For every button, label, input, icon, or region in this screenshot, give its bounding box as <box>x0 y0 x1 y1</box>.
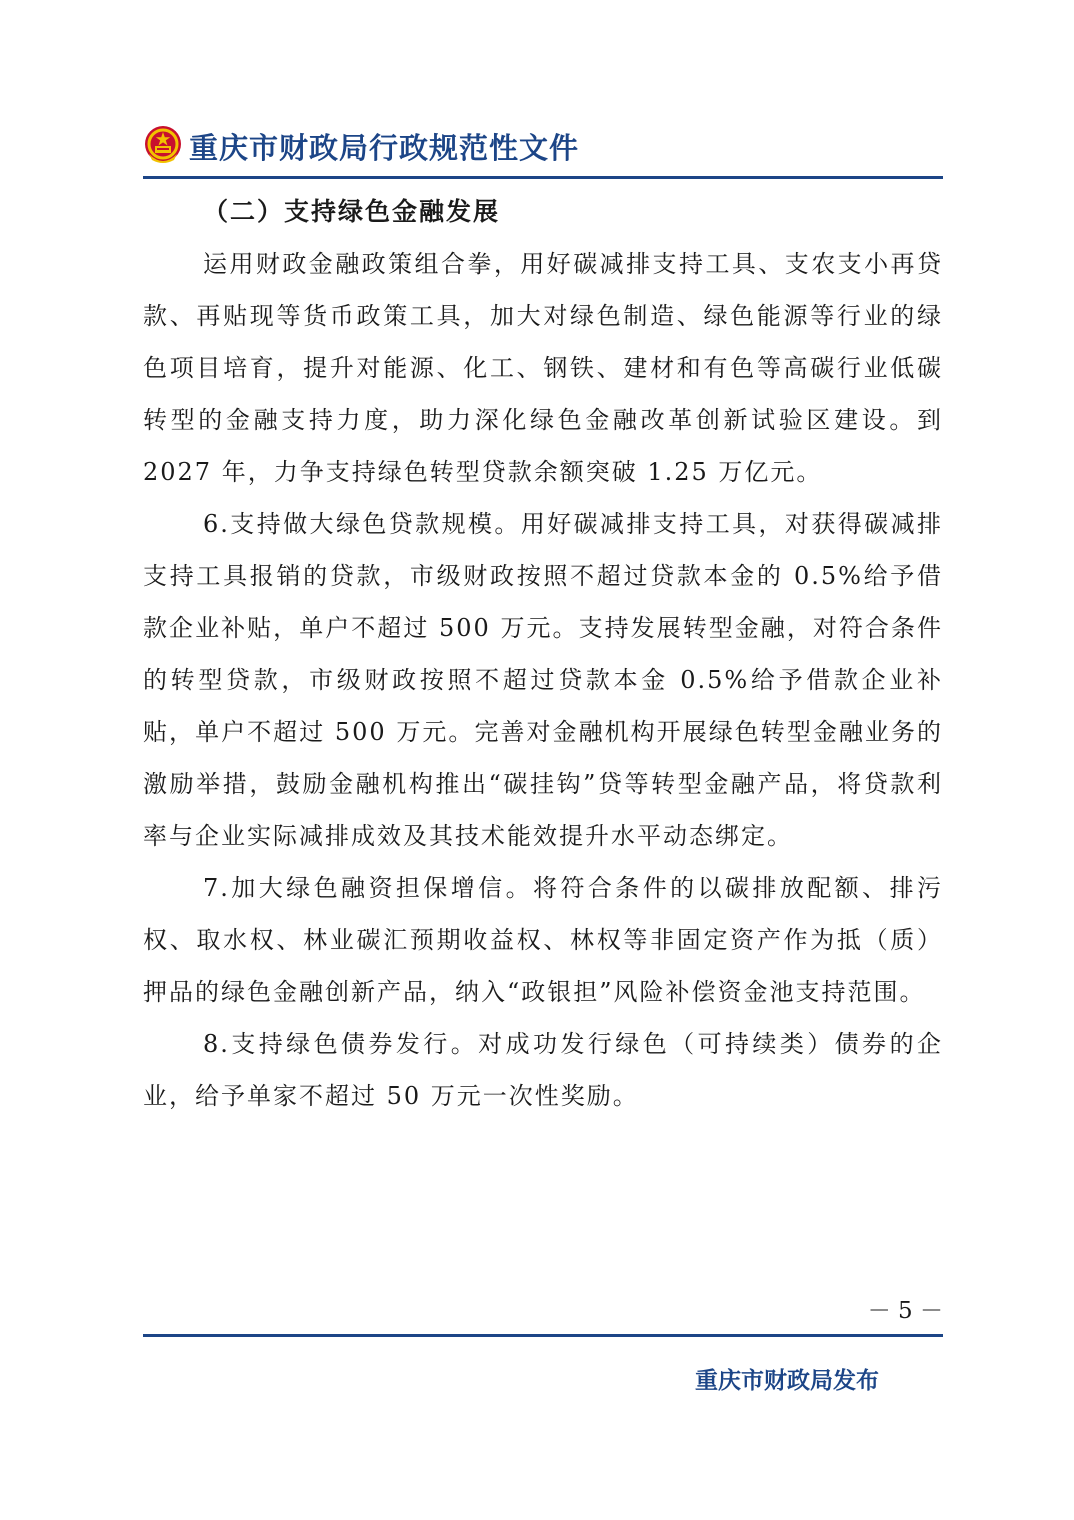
item-paragraph: 7.加大绿色融资担保增信。将符合条件的以碳排放配额、排污权、取水权、林业碳汇预期收益权、林权等非固定资产作为抵（质）押品的绿色金融创新产品，纳入“政银担”风险补偿资金池支持范围。 <box>143 874 943 1006</box>
document-series-title: 重庆市财政局行政规范性文件 <box>189 131 580 165</box>
document-body <box>143 186 943 1122</box>
national-emblem-icon <box>143 124 183 166</box>
header-divider <box>143 176 943 179</box>
document-header <box>143 118 943 178</box>
publisher-label: 重庆市财政局发布 <box>695 1368 879 1394</box>
section-intro-paragraph: 运用财政金融政策组合拳，用好碳减排支持工具、支农支小再贷款、再贴现等货币政策工具，加大对绿色制造、绿色能源等行业的绿色项目培育，提升对能源、化工、钢铁、建材和有色等高碳行业低碳转型的金融支持力度，助力深化绿色金融改革创新试验区建设。到 2027 年，力争支持绿色转型贷款余额突破 1.25 万亿元。 <box>143 250 943 486</box>
footer-divider <box>143 1334 943 1337</box>
item-paragraph: 6.支持做大绿色贷款规模。用好碳减排支持工具，对获得碳减排支持工具报销的贷款，市级财政按照不超过贷款本金的 0.5%给予借款企业补贴，单户不超过 500 万元。支持发展转型金融，对符合条件的转型贷款，市级财政按照不超过贷款本金 0.5%给予借款企业补贴，单户不超过 500 万元。完善对金融机构开展绿色转型金融业务的激励举措，鼓励金融机构推出“碳挂钩”贷等转型金融产品，将贷款利率与企业实际减排成效及其技术能效提升水平动态绑定。 <box>143 510 943 850</box>
item-paragraph: 8.支持绿色债券发行。对成功发行绿色（可持续类）债券的企业，给予单家不超过 50 万元一次性奖励。 <box>143 1030 943 1110</box>
page-number: － 5 － <box>867 1298 943 1324</box>
section-heading: （二）支持绿色金融发展 <box>203 197 501 226</box>
